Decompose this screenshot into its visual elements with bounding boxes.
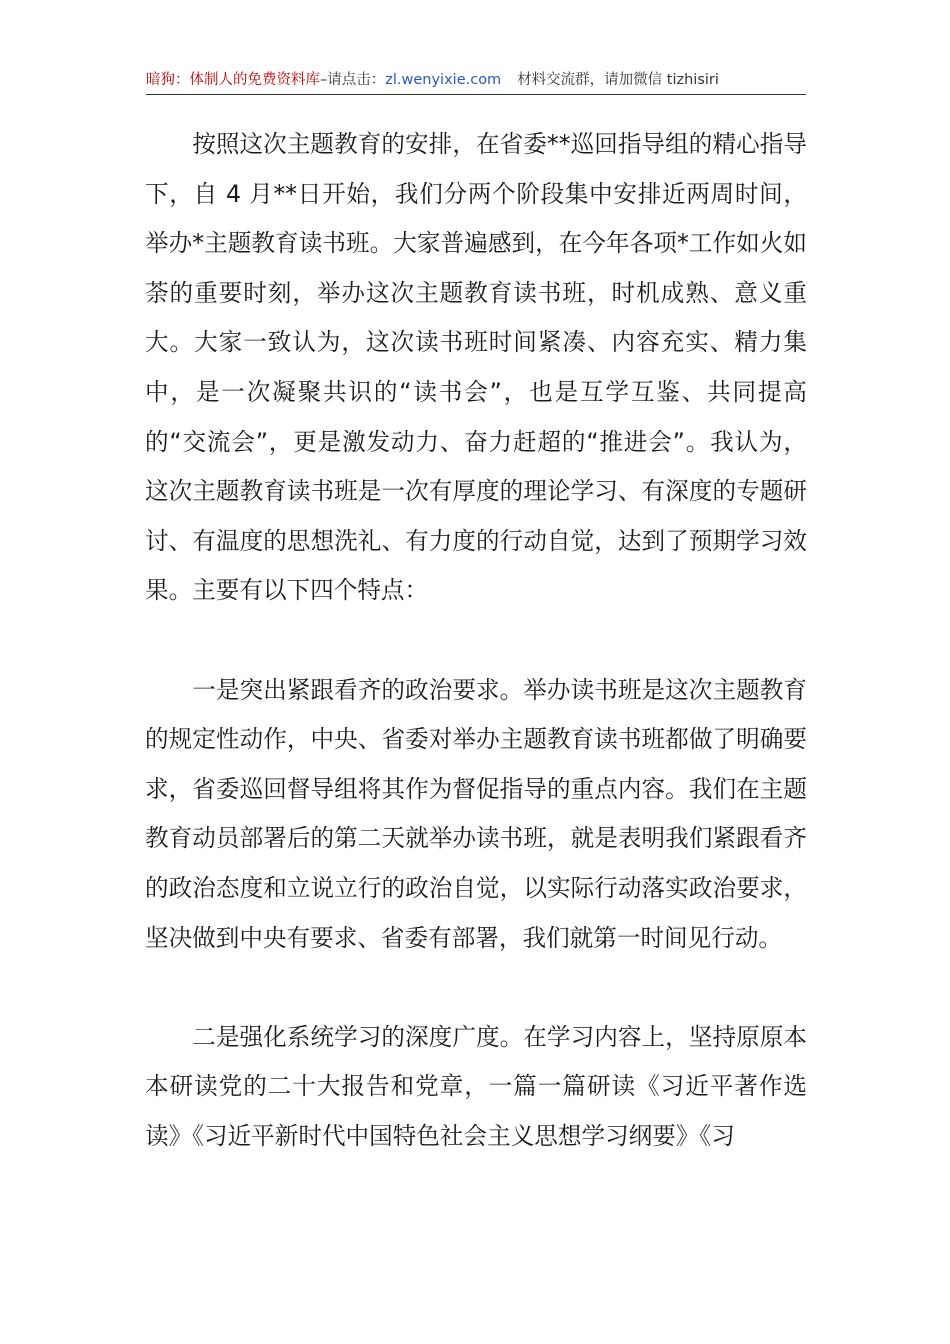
paragraph-point-two: 二是强化系统学习的深度广度。在学习内容上，坚持原原本本研读党的二十大报告和党章，一篇一篇研读《习近平著作选读》《习近平新时代中国特色社会主义思想学习纲要》《习	[145, 1022, 807, 1150]
header-brand: 暗狗：体制人的免费资料库	[146, 72, 320, 88]
header-link[interactable]: zl.wenyixie.com	[385, 72, 502, 88]
paragraph-intro: 按照这次主题教育的安排，在省委**巡回指导组的精心指导下，自 4 月**日开始，我们分两个阶段集中安排近两周时间，举办*主题教育读书班。大家普遍感到，在今年各项*工作如火如荼的重要时刻，举办这次主题教育读书班，时机成熟、意义重大。大家一致认为，这次读书班时间紧凑、内容充实、精力集中，是一次凝聚共识的“读书会”，也是互学互鉴、共同提高的“交流会”，更是激发动力、奋力赶超的“推进会”。我认为，这次主题教育读书班是一次有厚度的理论学习、有深度的专题研讨、有温度的思想洗礼、有力度的行动自觉，达到了预期学习效果。主要有以下四个特点：	[145, 130, 807, 605]
page-header	[146, 70, 806, 95]
header-prompt: –请点击：	[320, 72, 386, 88]
header-contact: 材料交流群，请加微信 tizhisiri	[517, 72, 719, 88]
document-body	[145, 120, 807, 1161]
paragraph-point-one: 一是突出紧跟看齐的政治要求。举办读书班是这次主题教育的规定性动作，中央、省委对举办主题教育读书班都做了明确要求，省委巡回督导组将其作为督促指导的重点内容。我们在主题教育动员部署后的第二天就举办读书班，就是表明我们紧跟看齐的政治态度和立说立行的政治自觉，以实际行动落实政治要求，坚决做到中央有要求、省委有部署，我们就第一时间见行动。	[145, 675, 807, 952]
